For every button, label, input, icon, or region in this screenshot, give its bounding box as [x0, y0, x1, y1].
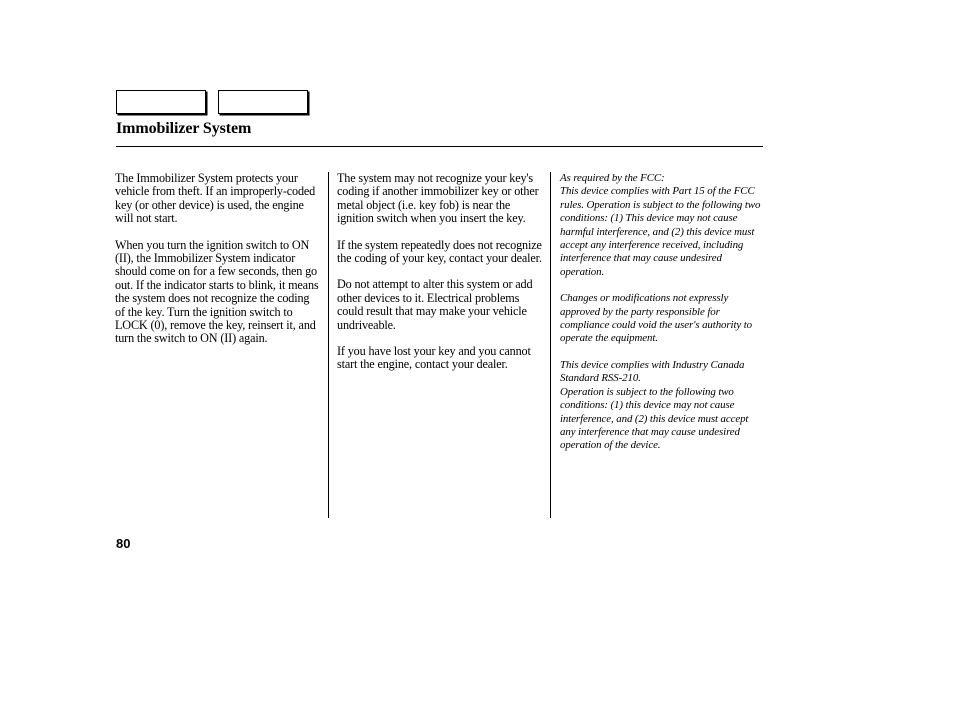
fcc-heading: As required by the FCC: [560, 172, 665, 184]
page-title: Immobilizer System [116, 120, 252, 137]
column-divider [550, 172, 551, 518]
paragraph-do-not-alter: Do not attempt to alter this system or add other devices to it. Electrical problems could result that may make your vehicle undriveable. [337, 277, 533, 332]
page-number: 80 [116, 536, 131, 551]
industry-canada-notice [560, 359, 765, 453]
paragraph-contact-dealer: If the system repeatedly does not recognize the coding of your key, contact your dealer. [337, 237, 542, 266]
paragraph-indicator-behavior: When you turn the ignition switch to ON (II), the Immobilizer System indicator should come on for a few seconds, then go out. If the indicator starts to blink, it means the system does not recognize the coding of the key. Turn the ignition switch to LOCK (0), remove the key, reinsert it, and turn the switch to ON (II) again. [115, 237, 319, 346]
nav-button-next-section[interactable] [218, 90, 308, 114]
canada-heading: This device complies with Industry Canada Standard RSS-210. [560, 358, 745, 385]
fcc-notice [560, 172, 765, 279]
modifications-notice: Changes or modifications not expressly approved by the party responsible for compliance could void the user's authority to operate the equipment. [560, 292, 753, 345]
column-3-regulatory [560, 172, 765, 466]
fcc-text: This device complies with Part 15 of the FCC rules. Operation is subject to the following two conditions: (1) This device may not cause harmful interference, and (2) this device must accept any interference received, including interference that may cause undesired operation. [560, 185, 761, 278]
column-divider [328, 172, 329, 518]
canada-text: Operation is subject to the following two conditions: (1) this device may not cause interference, and (2) this device must accept any interference that may cause undesired operation of the device. [560, 385, 749, 452]
paragraph-theft-protection: The Immobilizer System protects your vehicle from theft. If an improperly-coded key (or other device) is used, the engine will not start. [115, 171, 316, 226]
paragraph-lost-key: If you have lost your key and you cannot start the engine, contact your dealer. [337, 344, 531, 372]
title-divider [116, 146, 763, 147]
column-2 [337, 172, 544, 385]
column-1 [115, 172, 320, 359]
nav-button-previous-section[interactable] [116, 90, 206, 114]
paragraph-key-recognition: The system may not recognize your key's coding if another immobilizer key or other metal object (i.e. key fob) is near the ignition switch when you insert the key. [337, 171, 539, 226]
